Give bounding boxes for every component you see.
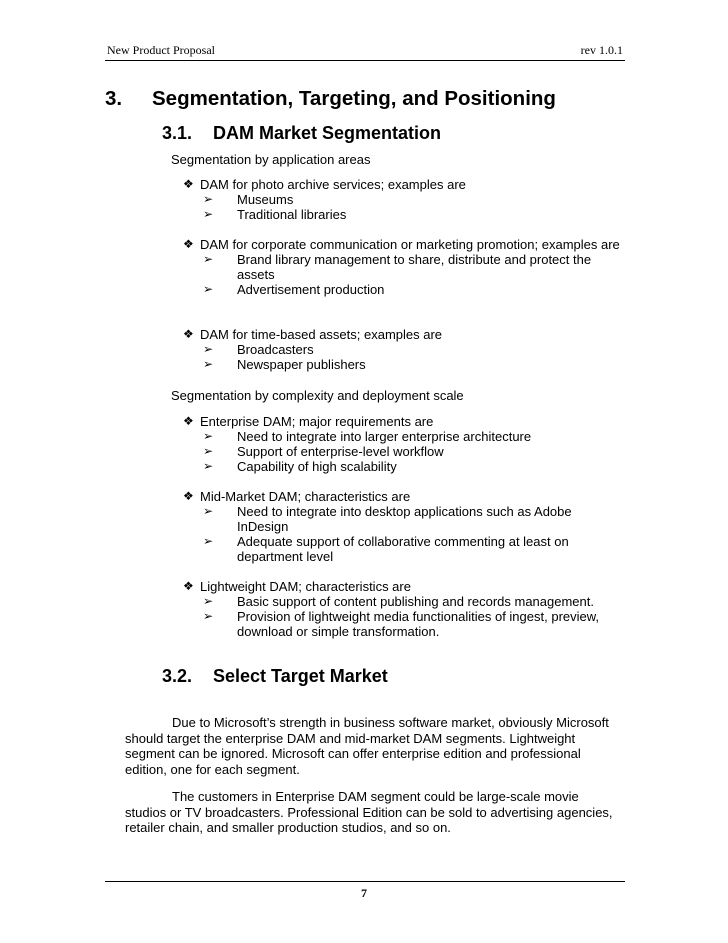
list-item: ❖ DAM for photo archive services; examples are xyxy=(183,177,466,192)
arrow-bullet-icon: ➢ xyxy=(203,357,214,371)
arrow-bullet-icon: ➢ xyxy=(203,504,214,518)
diamond-bullet-icon: ❖ xyxy=(183,489,194,503)
bullet-group xyxy=(183,237,623,297)
subsection-title: DAM Market Segmentation xyxy=(213,123,442,143)
diamond-bullet-icon: ❖ xyxy=(183,414,194,428)
arrow-bullet-icon: ➢ xyxy=(203,534,214,548)
list-item: ➢ Traditional libraries xyxy=(203,207,347,222)
section-title: Segmentation, Targeting, and Positioning xyxy=(152,87,556,110)
list-item: ➢ Support of enterprise-level workflow xyxy=(203,444,444,459)
arrow-bullet-icon: ➢ xyxy=(203,594,214,608)
diamond-bullet-icon: ❖ xyxy=(183,237,194,251)
arrow-bullet-icon: ➢ xyxy=(203,252,214,266)
list-item: ➢ Museums xyxy=(203,192,294,207)
section-number: 3. xyxy=(105,87,123,110)
body-paragraph: The customers in Enterprise DAM segment could be large-scale movie studios or TV broadcasters. Professional Edition can be sold to advertising agencies, retailer chain, and smaller production studios, and so on. xyxy=(125,789,613,835)
list-item: ❖ Mid-Market DAM; characteristics are xyxy=(183,489,411,504)
segmentation-label-application: Segmentation by application areas xyxy=(171,152,371,167)
list-item: ➢ Advertisement production xyxy=(203,282,385,297)
header-doc-title: New Product Proposal xyxy=(107,43,215,57)
bullet-group xyxy=(183,579,623,639)
bullet-group xyxy=(183,327,623,372)
list-item: ➢ Need to integrate into desktop applications such as Adobe InDesign xyxy=(203,504,572,534)
subsection-heading-3-1 xyxy=(162,121,441,145)
subsection-number: 3.2. xyxy=(162,666,193,686)
list-item: ➢ Provision of lightweight media functionalities of ingest, preview, download or simple transformation. xyxy=(203,609,600,639)
arrow-bullet-icon: ➢ xyxy=(203,192,214,206)
arrow-bullet-icon: ➢ xyxy=(203,282,214,296)
arrow-bullet-icon: ➢ xyxy=(203,207,214,221)
list-item: ➢ Newspaper publishers xyxy=(203,357,366,372)
bullet-group xyxy=(183,414,623,474)
list-item: ➢ Adequate support of collaborative commenting at least on department level xyxy=(203,534,569,564)
footer-divider xyxy=(105,881,625,882)
subsection-heading-3-2 xyxy=(162,664,388,688)
diamond-bullet-icon: ❖ xyxy=(183,177,194,191)
page-number: 7 xyxy=(361,886,367,900)
arrow-bullet-icon: ➢ xyxy=(203,444,214,458)
arrow-bullet-icon: ➢ xyxy=(203,342,214,356)
subsection-title: Select Target Market xyxy=(213,666,388,686)
list-item: ➢ Broadcasters xyxy=(203,342,314,357)
diamond-bullet-icon: ❖ xyxy=(183,579,194,593)
bullet-group xyxy=(183,489,623,564)
body-paragraph: Due to Microsoft’s strength in business software market, obviously Microsoft should target the enterprise DAM and mid-market DAM segments. Lightweight segment can be ignored. Microsoft can offer enterprise edition and professional edition, one for each segment. xyxy=(125,715,609,777)
segmentation-label-complexity: Segmentation by complexity and deployment scale xyxy=(171,388,464,403)
header-revision: rev 1.0.1 xyxy=(580,43,623,57)
list-item: ➢ Brand library management to share, distribute and protect the assets xyxy=(203,252,592,282)
diamond-bullet-icon: ❖ xyxy=(183,327,194,341)
list-item: ➢ Basic support of content publishing and records management. xyxy=(203,594,594,609)
arrow-bullet-icon: ➢ xyxy=(203,459,214,473)
list-item: ❖ DAM for corporate communication or marketing promotion; examples are xyxy=(183,237,620,252)
subsection-number: 3.1. xyxy=(162,123,193,143)
list-item: ➢ Need to integrate into larger enterprise architecture xyxy=(203,429,532,444)
bullet-group xyxy=(183,177,623,222)
page-header xyxy=(105,42,625,61)
list-item: ➢ Capability of high scalability xyxy=(203,459,397,474)
list-item: ❖ Lightweight DAM; characteristics are xyxy=(183,579,411,594)
list-item: ❖ DAM for time-based assets; examples are xyxy=(183,327,443,342)
list-item: ❖ Enterprise DAM; major requirements are xyxy=(183,414,434,429)
arrow-bullet-icon: ➢ xyxy=(203,429,214,443)
arrow-bullet-icon: ➢ xyxy=(203,609,214,623)
